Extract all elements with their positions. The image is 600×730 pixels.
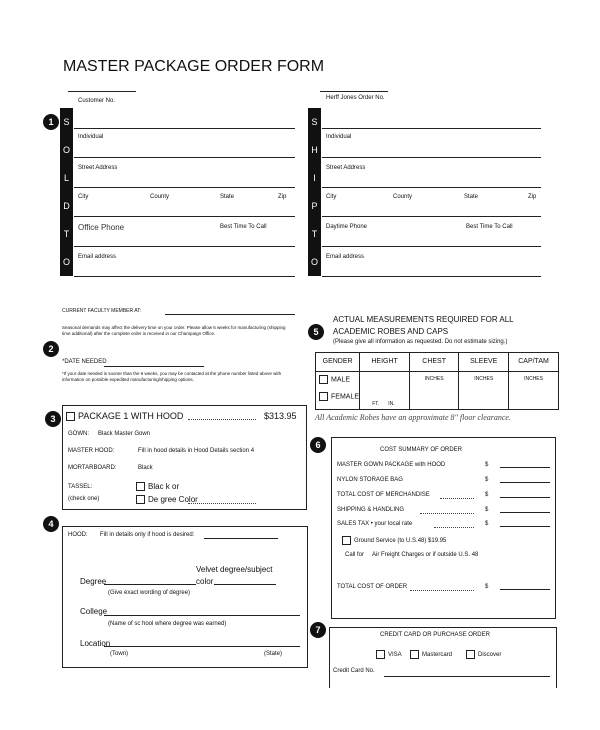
sold-to-bar: S O L D T O bbox=[60, 108, 73, 276]
sold-phone-line[interactable] bbox=[74, 246, 295, 247]
sold-county-label: County bbox=[150, 194, 170, 200]
height-in-label: IN. bbox=[388, 401, 395, 407]
college-line[interactable] bbox=[104, 615, 300, 616]
sold-individual-line[interactable] bbox=[74, 157, 295, 158]
ship-to-bar: S H I P T O bbox=[308, 108, 321, 276]
ship-state-label: State bbox=[464, 194, 479, 200]
cost-row-shipping-label: SHIPPING & HANDLING bbox=[337, 507, 405, 513]
herff-order-no-label: Herff Jones Order No. bbox=[326, 95, 385, 101]
total-cost-label: TOTAL COST OF ORDER bbox=[337, 584, 408, 590]
degree-line[interactable] bbox=[104, 584, 196, 585]
sold-city-line[interactable] bbox=[74, 216, 295, 217]
measurements-table bbox=[315, 352, 559, 410]
gown-label: GOWN: bbox=[68, 431, 89, 437]
hood-instruction: Fill in details only if hood is desired: bbox=[100, 532, 195, 538]
cost-row-merch-line[interactable] bbox=[500, 497, 550, 498]
customer-no-label: Customer No. bbox=[78, 98, 116, 104]
cost-row-gown-sym: $ bbox=[485, 462, 489, 468]
ship-email-line[interactable] bbox=[322, 276, 541, 277]
velvet-color-label: color bbox=[196, 577, 214, 586]
step-4-badge: 4 bbox=[43, 516, 59, 532]
hood-line[interactable] bbox=[204, 538, 278, 539]
cost-row-shipping-line[interactable] bbox=[500, 512, 550, 513]
male-option[interactable]: MALE bbox=[319, 375, 359, 384]
hood-label: MASTER HOOD: bbox=[68, 448, 115, 454]
ship-individual-label: Individual bbox=[326, 134, 352, 140]
ship-city-label: City bbox=[326, 194, 337, 200]
degree-label: Degree bbox=[80, 577, 107, 586]
hood-value: Fill in hood details in Hood Details section 4 bbox=[138, 448, 255, 454]
call-for-label: Call for bbox=[345, 552, 365, 558]
sold-state-label: State bbox=[220, 194, 235, 200]
package-title[interactable]: PACKAGE 1 WITH HOOD bbox=[66, 411, 183, 421]
air-freight-label: Air Freight Charges or if outside U.S. 48 bbox=[372, 552, 479, 558]
ship-email-label: Email address bbox=[326, 254, 365, 260]
cap-inches-label: INCHES bbox=[524, 376, 543, 382]
ship-street-label: Street Address bbox=[326, 165, 366, 171]
gender-cell[interactable] bbox=[316, 372, 360, 410]
mortarboard-value: Black bbox=[138, 465, 153, 471]
step-3-badge: 3 bbox=[45, 411, 61, 427]
ship-county-label: County bbox=[393, 194, 413, 200]
state-note: (State) bbox=[264, 651, 283, 657]
visa-checkbox[interactable] bbox=[376, 650, 385, 659]
sleeve-inches-label: INCHES bbox=[474, 376, 494, 382]
sold-city-label: City bbox=[78, 194, 89, 200]
sold-email-line[interactable] bbox=[74, 276, 295, 277]
tassel-label: TASSEL: bbox=[68, 484, 93, 490]
package-price: $313.95 bbox=[264, 411, 297, 421]
ship-best-time-label: Best Time To Call bbox=[466, 224, 513, 230]
mortarboard-label: MORTARBOARD: bbox=[68, 465, 117, 471]
mastercard-option[interactable]: Mastercard bbox=[410, 650, 452, 659]
credit-card-no-line[interactable] bbox=[384, 676, 550, 677]
ship-individual-line[interactable] bbox=[322, 157, 541, 158]
sold-street-line[interactable] bbox=[74, 187, 295, 188]
female-checkbox[interactable] bbox=[319, 392, 328, 401]
tassel-degree-option[interactable]: De gree Color bbox=[136, 495, 198, 504]
tassel-black-checkbox[interactable] bbox=[136, 482, 145, 491]
town-note: (Town) bbox=[110, 651, 129, 657]
faculty-line[interactable] bbox=[165, 314, 295, 315]
sold-best-time-label: Best Time To Call bbox=[220, 224, 267, 230]
height-cell[interactable] bbox=[360, 372, 410, 410]
mastercard-checkbox[interactable] bbox=[410, 650, 419, 659]
chest-cell[interactable] bbox=[409, 372, 458, 410]
faculty-label: CURRENT FACULTY MEMBER AT: bbox=[62, 308, 142, 314]
cost-row-bag-sym: $ bbox=[485, 477, 489, 483]
cost-row-shipping-sym: $ bbox=[485, 507, 489, 513]
discover-checkbox[interactable] bbox=[466, 650, 475, 659]
velvet-label: Velvet degree/subject bbox=[196, 565, 273, 574]
visa-option[interactable]: VISA bbox=[376, 650, 402, 659]
header-sleeve: SLEEVE bbox=[459, 353, 509, 372]
hood-section-label: HOOD: bbox=[68, 532, 88, 538]
degree-note: (Give exact wording of degree) bbox=[108, 590, 191, 596]
ground-service-checkbox[interactable] bbox=[342, 536, 351, 545]
ship-city-line[interactable] bbox=[322, 216, 541, 217]
sold-email-label: Email address bbox=[78, 254, 117, 260]
sold-street-label: Street Address bbox=[78, 165, 118, 171]
measurements-note: (Please give all information as requested. Do not estimate sizing.) bbox=[333, 339, 508, 345]
sleeve-cell[interactable] bbox=[459, 372, 509, 410]
step-6-badge: 6 bbox=[310, 437, 326, 453]
cost-row-merch-sym: $ bbox=[485, 492, 489, 498]
cap-cell[interactable] bbox=[509, 372, 559, 410]
tassel-degree-checkbox[interactable] bbox=[136, 495, 145, 504]
ship-street-line[interactable] bbox=[322, 187, 541, 188]
ground-service-option[interactable]: Ground Service (to U.S.48) $19.95 bbox=[342, 536, 446, 545]
date-needed-label: *DATE NEEDED bbox=[62, 359, 107, 365]
date-needed-note: *If your date needed is sooner than the 6 weeks, you may be contacted at the phone number listed above with information on possible expedited manufacturing/shipping options. bbox=[62, 371, 282, 382]
location-label: Location bbox=[80, 639, 111, 648]
male-checkbox[interactable] bbox=[319, 375, 328, 384]
velvet-line[interactable] bbox=[214, 584, 276, 585]
college-note: (Name of sc hool where degree was earned) bbox=[108, 621, 227, 627]
header-cap-tam: CAP/TAM bbox=[509, 353, 559, 372]
cost-row-bag-label: NYLON STORAGE BAG bbox=[337, 477, 403, 483]
step-1-badge: 1 bbox=[43, 114, 59, 130]
cost-row-tax-sym: $ bbox=[485, 521, 489, 527]
sold-office-phone-label: Office Phone bbox=[78, 223, 125, 232]
header-height: HEIGHT bbox=[360, 353, 410, 372]
gown-value: Black Master Gown bbox=[98, 431, 151, 437]
payment-title: CREDIT CARD OR PURCHASE ORDER bbox=[380, 632, 490, 638]
credit-card-no-label: Credit Card No. bbox=[333, 668, 375, 674]
discover-option[interactable]: Discover bbox=[466, 650, 501, 659]
customer-no-line[interactable] bbox=[74, 128, 295, 129]
tassel-check-one: (check one) bbox=[68, 496, 100, 502]
chest-inches-label: INCHES bbox=[424, 376, 444, 382]
step-5-badge: 5 bbox=[308, 324, 324, 340]
cost-row-tax-line[interactable] bbox=[500, 526, 550, 527]
step-2-badge: 2 bbox=[43, 341, 59, 357]
date-needed-line[interactable] bbox=[104, 366, 204, 367]
cost-summary-title: COST SUMMARY OF ORDER bbox=[380, 447, 463, 453]
cost-row-bag-line[interactable] bbox=[500, 482, 550, 483]
measurements-title-1: ACTUAL MEASUREMENTS REQUIRED FOR ALL bbox=[333, 315, 514, 324]
package-checkbox[interactable] bbox=[66, 412, 75, 421]
female-option[interactable]: FEMALE bbox=[319, 392, 359, 401]
cost-row-tax-label: SALES TAX • your local rate bbox=[337, 521, 413, 527]
header-gender: GENDER bbox=[316, 353, 360, 372]
cost-row-merch-label: TOTAL COST OF MERCHANDISE bbox=[337, 492, 430, 498]
step-7-badge: 7 bbox=[310, 622, 326, 638]
floor-clearance-note: All Academic Robes have an approximate 8" floor clearance. bbox=[315, 413, 511, 422]
height-ft-label: FT. bbox=[372, 401, 380, 407]
ship-day-phone-label: Daytime Phone bbox=[326, 224, 368, 230]
tassel-black-option[interactable]: Blac k or bbox=[136, 482, 179, 491]
measurements-title-2: ACADEMIC ROBES AND CAPS bbox=[333, 327, 449, 336]
ship-phone-line[interactable] bbox=[322, 246, 541, 247]
cost-row-gown-label: MASTER GOWN PACKAGE with HOOD bbox=[337, 462, 446, 468]
total-cost-line[interactable] bbox=[500, 589, 550, 590]
faculty-note: Seasonal demands may affect the delivery time on your order. Please allow 6 weeks for manufacturing (shipping time additional) after the complete order is received in our Champaign Office. bbox=[62, 325, 286, 336]
cost-row-gown-line[interactable] bbox=[500, 467, 550, 468]
page-title: MASTER PACKAGE ORDER FORM bbox=[63, 58, 325, 75]
location-line[interactable] bbox=[104, 646, 300, 647]
ship-zip-label: Zip bbox=[528, 194, 537, 200]
total-cost-sym: $ bbox=[485, 584, 489, 590]
sold-individual-label: Individual bbox=[78, 134, 104, 140]
order-no-line[interactable] bbox=[322, 128, 541, 129]
header-chest: CHEST bbox=[409, 353, 458, 372]
sold-zip-label: Zip bbox=[278, 194, 287, 200]
college-label: College bbox=[80, 607, 108, 616]
